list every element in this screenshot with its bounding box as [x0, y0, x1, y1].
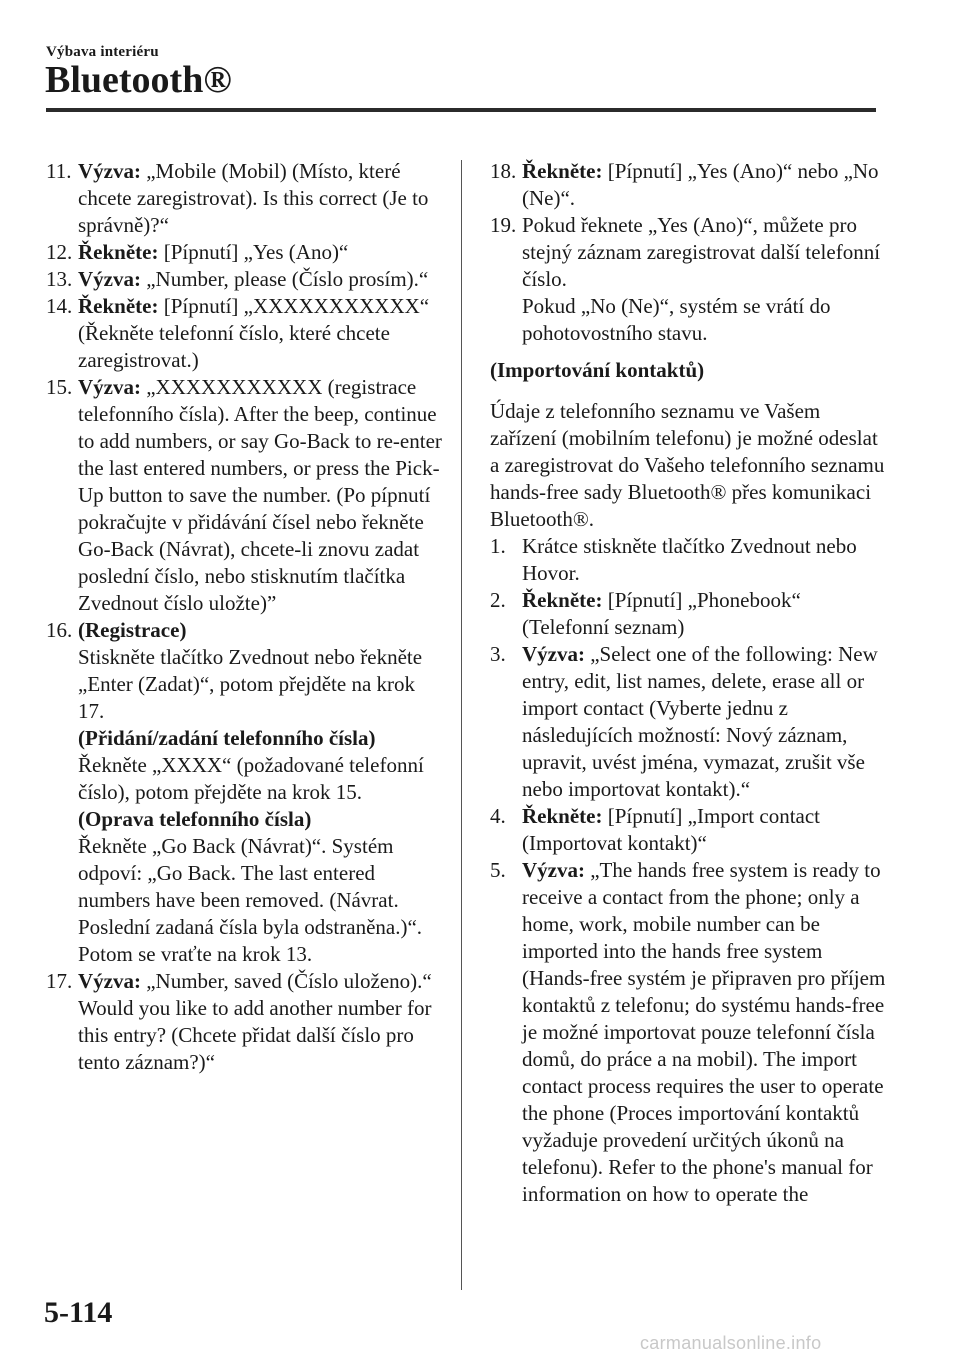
step-number: 17.: [46, 969, 73, 993]
step-text: [Pípnutí] „Yes (Ano)“ nebo „No (Ne)“.: [522, 159, 879, 210]
step-text: „The hands free system is ready to receive a contact from the phone; only a home, work, mobile number can be imported into the hands free system (Hands-free systém je připraven pro příjem kontaktů z telefonu; do systému hands-free je možné importovat pouze telefonní čísla domů, do práce a na mobil). The import contact process requires the user to operate the phone (Proces importování kontaktů vyžaduje provedení určitých úkonů na telefonu). Refer to the phone's manual for information on how to operate the: [522, 858, 886, 1206]
step-11: [46, 158, 446, 239]
step-text: [Pípnutí] „Import contact (Importovat kontakt)“: [522, 804, 821, 855]
step-17: [46, 968, 446, 1076]
step-label: Řekněte:: [78, 240, 159, 264]
step-text: Řekněte „Go Back (Návrat)“. Systém odpoví: „Go Back. The last entered numbers have been removed. (Návrat. Poslední zadaná čísla byla odstraněna.)“. Potom se vraťte na krok 13.: [78, 834, 423, 966]
watermark-text: carmanualsonline.info: [640, 1333, 822, 1353]
step-16: [46, 617, 446, 968]
step-text-extra: Pokud „No (Ne)“, systém se vrátí do pohotovostního stavu.: [522, 294, 831, 345]
step-12: [46, 239, 446, 266]
step-text: „Mobile (Mobil) (Místo, které chcete zaregistrovat). Is this correct (Je to správně)?“: [78, 159, 429, 237]
step-text: [Pípnutí] „Phonebook“ (Telefonní seznam): [522, 588, 801, 639]
step-label: Výzva:: [522, 642, 585, 666]
import-step-1: [490, 533, 890, 587]
step-number: 14.: [46, 294, 73, 318]
import-step-5: [490, 857, 890, 1208]
step-label: Výzva:: [78, 159, 141, 183]
step-text: Pokud řeknete „Yes (Ano)“, můžete pro stejný záznam zaregistrovat další telefonní číslo.: [522, 213, 881, 291]
step-number: 11.: [46, 159, 72, 183]
step-label: Výzva:: [78, 375, 141, 399]
step-13: [46, 266, 446, 293]
step-number: 3.: [490, 642, 506, 666]
step-text: Řekněte „XXXX“ (požadované telefonní číslo), potom přejděte na krok 15.: [78, 753, 424, 804]
step-text: Stiskněte tlačítko Zvednout nebo řekněte „Enter (Zadat)“, potom přejděte na krok 17.: [78, 645, 423, 723]
step-label: Výzva:: [78, 267, 141, 291]
step-number: 4.: [490, 804, 506, 828]
sub-heading-add-number: (Přidání/zadání telefonního čísla): [78, 726, 376, 750]
step-text: Krátce stiskněte tlačítko Zvednout nebo Hovor.: [522, 534, 857, 585]
step-18: [490, 158, 890, 212]
import-step-3: [490, 641, 890, 803]
header-rule: [46, 108, 876, 112]
import-step-4: [490, 803, 890, 857]
step-label: Řekněte:: [522, 588, 603, 612]
step-text: „Select one of the following: New entry, edit, list names, delete, erase all or import contact (Vyberte jednu z následujících možností: Nový záznam, upravit, uvést jména, vymazat, zrušit vše nebo importovat kontakt).“: [522, 642, 878, 801]
column-divider: [461, 160, 462, 1290]
step-15: [46, 374, 446, 617]
section-label: Výbava interiéru: [46, 44, 159, 60]
step-text: „Number, saved (Číslo uloženo).“ Would you like to add another number for this entry? (Chcete přidat další číslo pro tento záznam?)“: [78, 969, 432, 1074]
step-number: 13.: [46, 267, 73, 291]
step-text: „XXXXXXXXXXX (registrace telefonního čísla). After the beep, continue to add numbers, or say Go-Back to re-enter the last entered numbers, or press the Pick-Up button to save the number. (Po pípnutí pokračujte v přidávání čísel nebo řekněte Go-Back (Návrat), chcete-li znovu zadat poslední číslo, nebo stisknutím tlačítka Zvednout číslo uložte)”: [78, 375, 442, 615]
step-number: 1.: [490, 534, 506, 558]
step-text: [Pípnutí] „XXXXXXXXXXX“ (Řekněte telefonní číslo, které chcete zaregistrovat.): [78, 294, 430, 372]
step-number: 2.: [490, 588, 506, 612]
import-contacts-heading: (Importování kontaktů): [490, 358, 705, 382]
step-label: Výzva:: [522, 858, 585, 882]
step-19: [490, 212, 890, 347]
import-step-2: [490, 587, 890, 641]
step-label: (Registrace): [78, 618, 187, 642]
step-number: 15.: [46, 375, 73, 399]
step-label: Výzva:: [78, 969, 141, 993]
step-text: „Number, please (Číslo prosím).“: [140, 267, 429, 291]
step-label: Řekněte:: [522, 804, 603, 828]
step-number: 12.: [46, 240, 73, 264]
step-number: 5.: [490, 858, 506, 882]
step-text: [Pípnutí] „Yes (Ano)“: [158, 240, 349, 264]
sub-heading-correct-number: (Oprava telefonního čísla): [78, 807, 312, 831]
right-column: [490, 158, 890, 1208]
step-14: [46, 293, 446, 374]
page-title: Bluetooth®: [45, 59, 232, 101]
step-number: 16.: [46, 618, 73, 642]
step-label: Řekněte:: [522, 159, 603, 183]
left-column: [46, 158, 446, 1076]
step-label: Řekněte:: [78, 294, 159, 318]
step-number: 19.: [490, 213, 517, 237]
step-number: 18.: [490, 159, 517, 183]
page-number: 5-114: [44, 1296, 113, 1329]
import-contacts-intro: Údaje z telefonního seznamu ve Vašem zařízení (mobilním telefonu) je možné odeslat a zaregistrovat do Vašeho telefonního seznamu hands-free sady Bluetooth® přes komunikaci Bluetooth®.: [490, 399, 885, 531]
